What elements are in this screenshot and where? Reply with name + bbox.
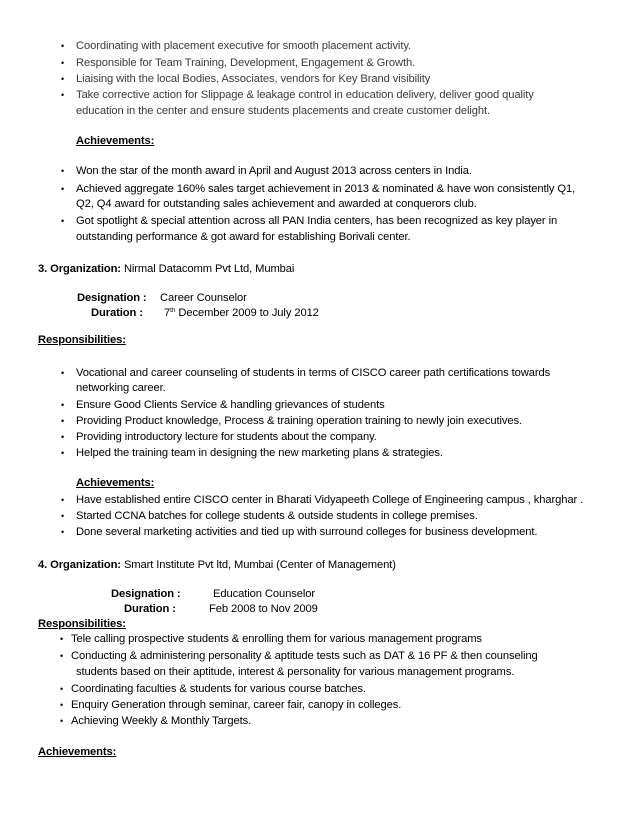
designation-value: Career Counselor bbox=[160, 292, 247, 304]
list-item: Liaising with the local Bodies, Associates, vendors for Key Brand visibility bbox=[76, 73, 431, 85]
achievements-heading: Achievements: bbox=[38, 746, 117, 758]
list-item: Have established entire CISCO center in Bharati Vidyapeeth College of Engineering campus , kharghar . bbox=[76, 494, 584, 506]
list-item: Done several marketing activities and tied up with surround colleges for business development. bbox=[76, 526, 538, 538]
list-item-continuation: students based on their aptitude, interest & personality for various management programs. bbox=[76, 666, 515, 678]
organization-heading bbox=[38, 558, 396, 572]
organization-label: 3. Organization: bbox=[38, 263, 121, 275]
bullet: • bbox=[61, 184, 65, 194]
organization-heading bbox=[38, 262, 294, 276]
organization-name: Smart Institute Pvt ltd, Mumbai (Center of Management) bbox=[120, 559, 396, 571]
organization-name: Nirmal Datacomm Pvt Ltd, Mumbai bbox=[120, 263, 295, 275]
duration-value: Feb 2008 to Nov 2009 bbox=[209, 603, 318, 615]
list-item: Providing Product knowledge, Process & training operation training to newly join executives. bbox=[76, 415, 523, 427]
designation-value: Education Counselor bbox=[213, 588, 315, 600]
bullet: • bbox=[61, 400, 65, 410]
bullet: • bbox=[60, 684, 64, 694]
bullet: • bbox=[61, 416, 65, 426]
list-item-continuation: education in the center and ensure students placements and create customer delight. bbox=[76, 105, 490, 117]
achievements-heading: Achievements: bbox=[76, 135, 155, 147]
bullet: • bbox=[60, 651, 64, 661]
list-item: Got spotlight & special attention across all PAN India centers, has been recognized as key player in bbox=[76, 215, 558, 227]
bullet: • bbox=[61, 495, 65, 505]
bullet: • bbox=[61, 41, 65, 51]
list-item: Won the star of the month award in April and August 2013 across centers in India. bbox=[76, 165, 472, 177]
list-item: Vocational and career counseling of students in terms of CISCO career path certifications towards bbox=[76, 367, 551, 379]
bullet: • bbox=[61, 166, 65, 176]
list-item: Achieved aggregate 160% sales target achievement in 2013 & nominated & have won consistently Q1, bbox=[76, 183, 576, 195]
list-item: Tele calling prospective students & enrolling them for various management programs bbox=[71, 633, 482, 645]
list-item: Started CCNA batches for college students & outside students in college premises. bbox=[76, 510, 478, 522]
list-item: Ensure Good Clients Service & handling grievances of students bbox=[76, 399, 385, 411]
list-item: Responsible for Team Training, Development, Engagement & Growth. bbox=[76, 57, 416, 69]
bullet: • bbox=[60, 716, 64, 726]
list-item: Take corrective action for Slippage & leakage control in education delivery, deliver good quality bbox=[76, 89, 534, 101]
bullet: • bbox=[61, 368, 65, 378]
responsibilities-heading: Responsibilities: bbox=[38, 334, 126, 346]
list-item: Achieving Weekly & Monthly Targets. bbox=[71, 715, 252, 727]
designation-label: Designation : bbox=[111, 588, 181, 600]
bullet: • bbox=[60, 634, 64, 644]
bullet: • bbox=[61, 448, 65, 458]
designation-label: Designation : bbox=[77, 292, 147, 304]
achievements-heading: Achievements: bbox=[76, 477, 155, 489]
bullet: • bbox=[60, 700, 64, 710]
bullet: • bbox=[61, 511, 65, 521]
list-item-continuation: Q2, Q4 award for outstanding sales achievement and awarded at conquerors club. bbox=[76, 198, 477, 210]
duration-value: 7th December 2009 to July 2012 bbox=[164, 307, 319, 319]
duration-label: Duration : bbox=[124, 603, 176, 615]
list-item-continuation: networking career. bbox=[76, 382, 166, 394]
responsibilities-heading: Responsibilities: bbox=[38, 618, 126, 630]
bullet: • bbox=[61, 527, 65, 537]
duration-label: Duration : bbox=[91, 307, 143, 319]
bullet: • bbox=[61, 216, 65, 226]
list-item: Helped the training team in designing the new marketing plans & strategies. bbox=[76, 447, 443, 459]
list-item-continuation: outstanding performance & got award for establishing Borivali center. bbox=[76, 231, 411, 243]
organization-label: 4. Organization: bbox=[38, 559, 121, 571]
bullet: • bbox=[61, 90, 65, 100]
list-item: Enquiry Generation through seminar, career fair, canopy in colleges. bbox=[71, 699, 402, 711]
list-item: Coordinating with placement executive for smooth placement activity. bbox=[76, 40, 411, 52]
bullet: • bbox=[61, 74, 65, 84]
list-item: Providing introductory lecture for students about the company. bbox=[76, 431, 377, 443]
list-item: Conducting & administering personality & aptitude tests such as DAT & 16 PF & then counseling bbox=[71, 650, 538, 662]
bullet: • bbox=[61, 432, 65, 442]
bullet: • bbox=[61, 58, 65, 68]
list-item: Coordinating faculties & students for various course batches. bbox=[71, 683, 366, 695]
